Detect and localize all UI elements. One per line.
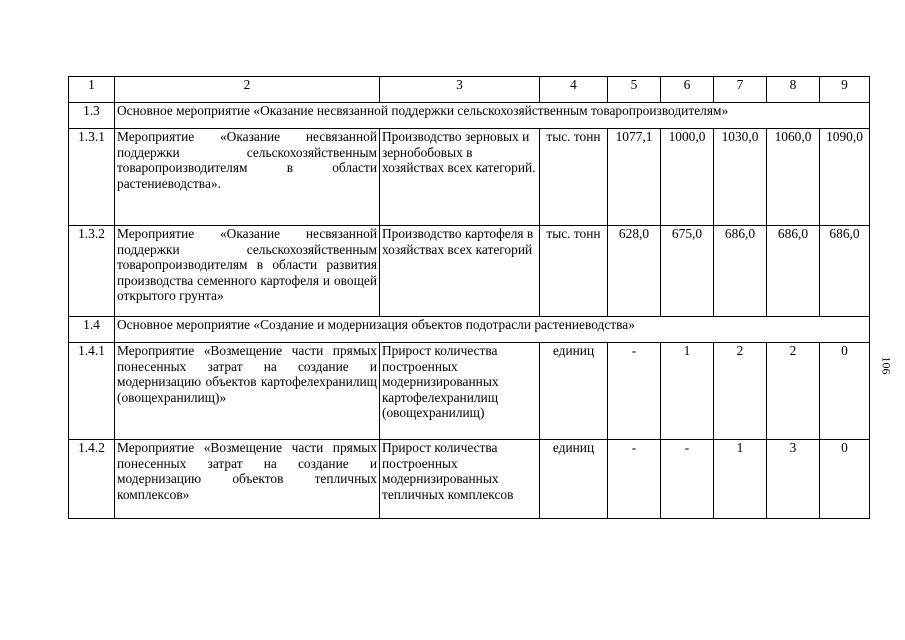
value-cell: 0 — [820, 343, 870, 440]
event-cell: Мероприятие «Возмещение части прямых понесенных затрат на создание и модернизацию объектов тепличных комплексов» — [115, 440, 380, 519]
header-cell: 7 — [714, 77, 767, 103]
program-table — [68, 76, 870, 519]
table-row — [69, 129, 870, 226]
value-cell: 1 — [714, 440, 767, 519]
value-cell: 1000,0 — [661, 129, 714, 226]
value-cell: - — [608, 343, 661, 440]
value-cell: 686,0 — [714, 226, 767, 317]
value-cell: 628,0 — [608, 226, 661, 317]
table-row — [69, 343, 870, 440]
header-cell: 9 — [820, 77, 870, 103]
value-cell: 675,0 — [661, 226, 714, 317]
page-number: 106 — [879, 356, 894, 375]
header-cell: 5 — [608, 77, 661, 103]
event-cell: Мероприятие «Оказание несвязанной поддержки сельскохозяйственным товаропроизводителям в области растениеводства». — [115, 129, 380, 226]
section-title: Основное мероприятие «Оказание несвязанной поддержки сельскохозяйственным товаропроизводителям» — [115, 103, 870, 129]
header-cell: 3 — [380, 77, 540, 103]
header-cell: 6 — [661, 77, 714, 103]
indicator-cell: Прирост количества построенных модернизированных тепличных комплексов — [380, 440, 540, 519]
table-row — [69, 440, 870, 519]
row-number: 1.4.2 — [69, 440, 115, 519]
header-cell: 8 — [767, 77, 820, 103]
section-title: Основное мероприятие «Создание и модернизация объектов подотрасли растениеводства» — [115, 317, 870, 343]
value-cell: 1090,0 — [820, 129, 870, 226]
unit-cell: единиц — [540, 343, 608, 440]
row-number: 1.3.1 — [69, 129, 115, 226]
header-cell: 1 — [69, 77, 115, 103]
value-cell: 2 — [767, 343, 820, 440]
unit-cell: тыс. тонн — [540, 129, 608, 226]
header-cell: 4 — [540, 77, 608, 103]
header-cell: 2 — [115, 77, 380, 103]
value-cell: 0 — [820, 440, 870, 519]
row-number: 1.3.2 — [69, 226, 115, 317]
unit-cell: тыс. тонн — [540, 226, 608, 317]
row-number: 1.4 — [69, 317, 115, 343]
event-cell: Мероприятие «Оказание несвязанной поддержки сельскохозяйственным товаропроизводителям в области развития производства семенного картофеля и овощей открытого грунта» — [115, 226, 380, 317]
table-row — [69, 226, 870, 317]
unit-cell: единиц — [540, 440, 608, 519]
section-row — [69, 317, 870, 343]
row-number: 1.4.1 — [69, 343, 115, 440]
value-cell: - — [608, 440, 661, 519]
value-cell: 3 — [767, 440, 820, 519]
header-row — [69, 77, 870, 103]
value-cell: 2 — [714, 343, 767, 440]
value-cell: - — [661, 440, 714, 519]
value-cell: 1030,0 — [714, 129, 767, 226]
indicator-cell: Прирост количества построенных модернизированных картофелехранилищ (овощехранилищ) — [380, 343, 540, 440]
value-cell: 686,0 — [767, 226, 820, 317]
value-cell: 1077,1 — [608, 129, 661, 226]
value-cell: 1 — [661, 343, 714, 440]
section-row — [69, 103, 870, 129]
value-cell: 686,0 — [820, 226, 870, 317]
indicator-cell: Производство зерновых и зернобобовых в хозяйствах всех категорий. — [380, 129, 540, 226]
row-number: 1.3 — [69, 103, 115, 129]
indicator-cell: Производство картофеля в хозяйствах всех категорий — [380, 226, 540, 317]
event-cell: Мероприятие «Возмещение части прямых понесенных затрат на создание и модернизацию объектов картофелехранилищ (овощехранилищ)» — [115, 343, 380, 440]
value-cell: 1060,0 — [767, 129, 820, 226]
